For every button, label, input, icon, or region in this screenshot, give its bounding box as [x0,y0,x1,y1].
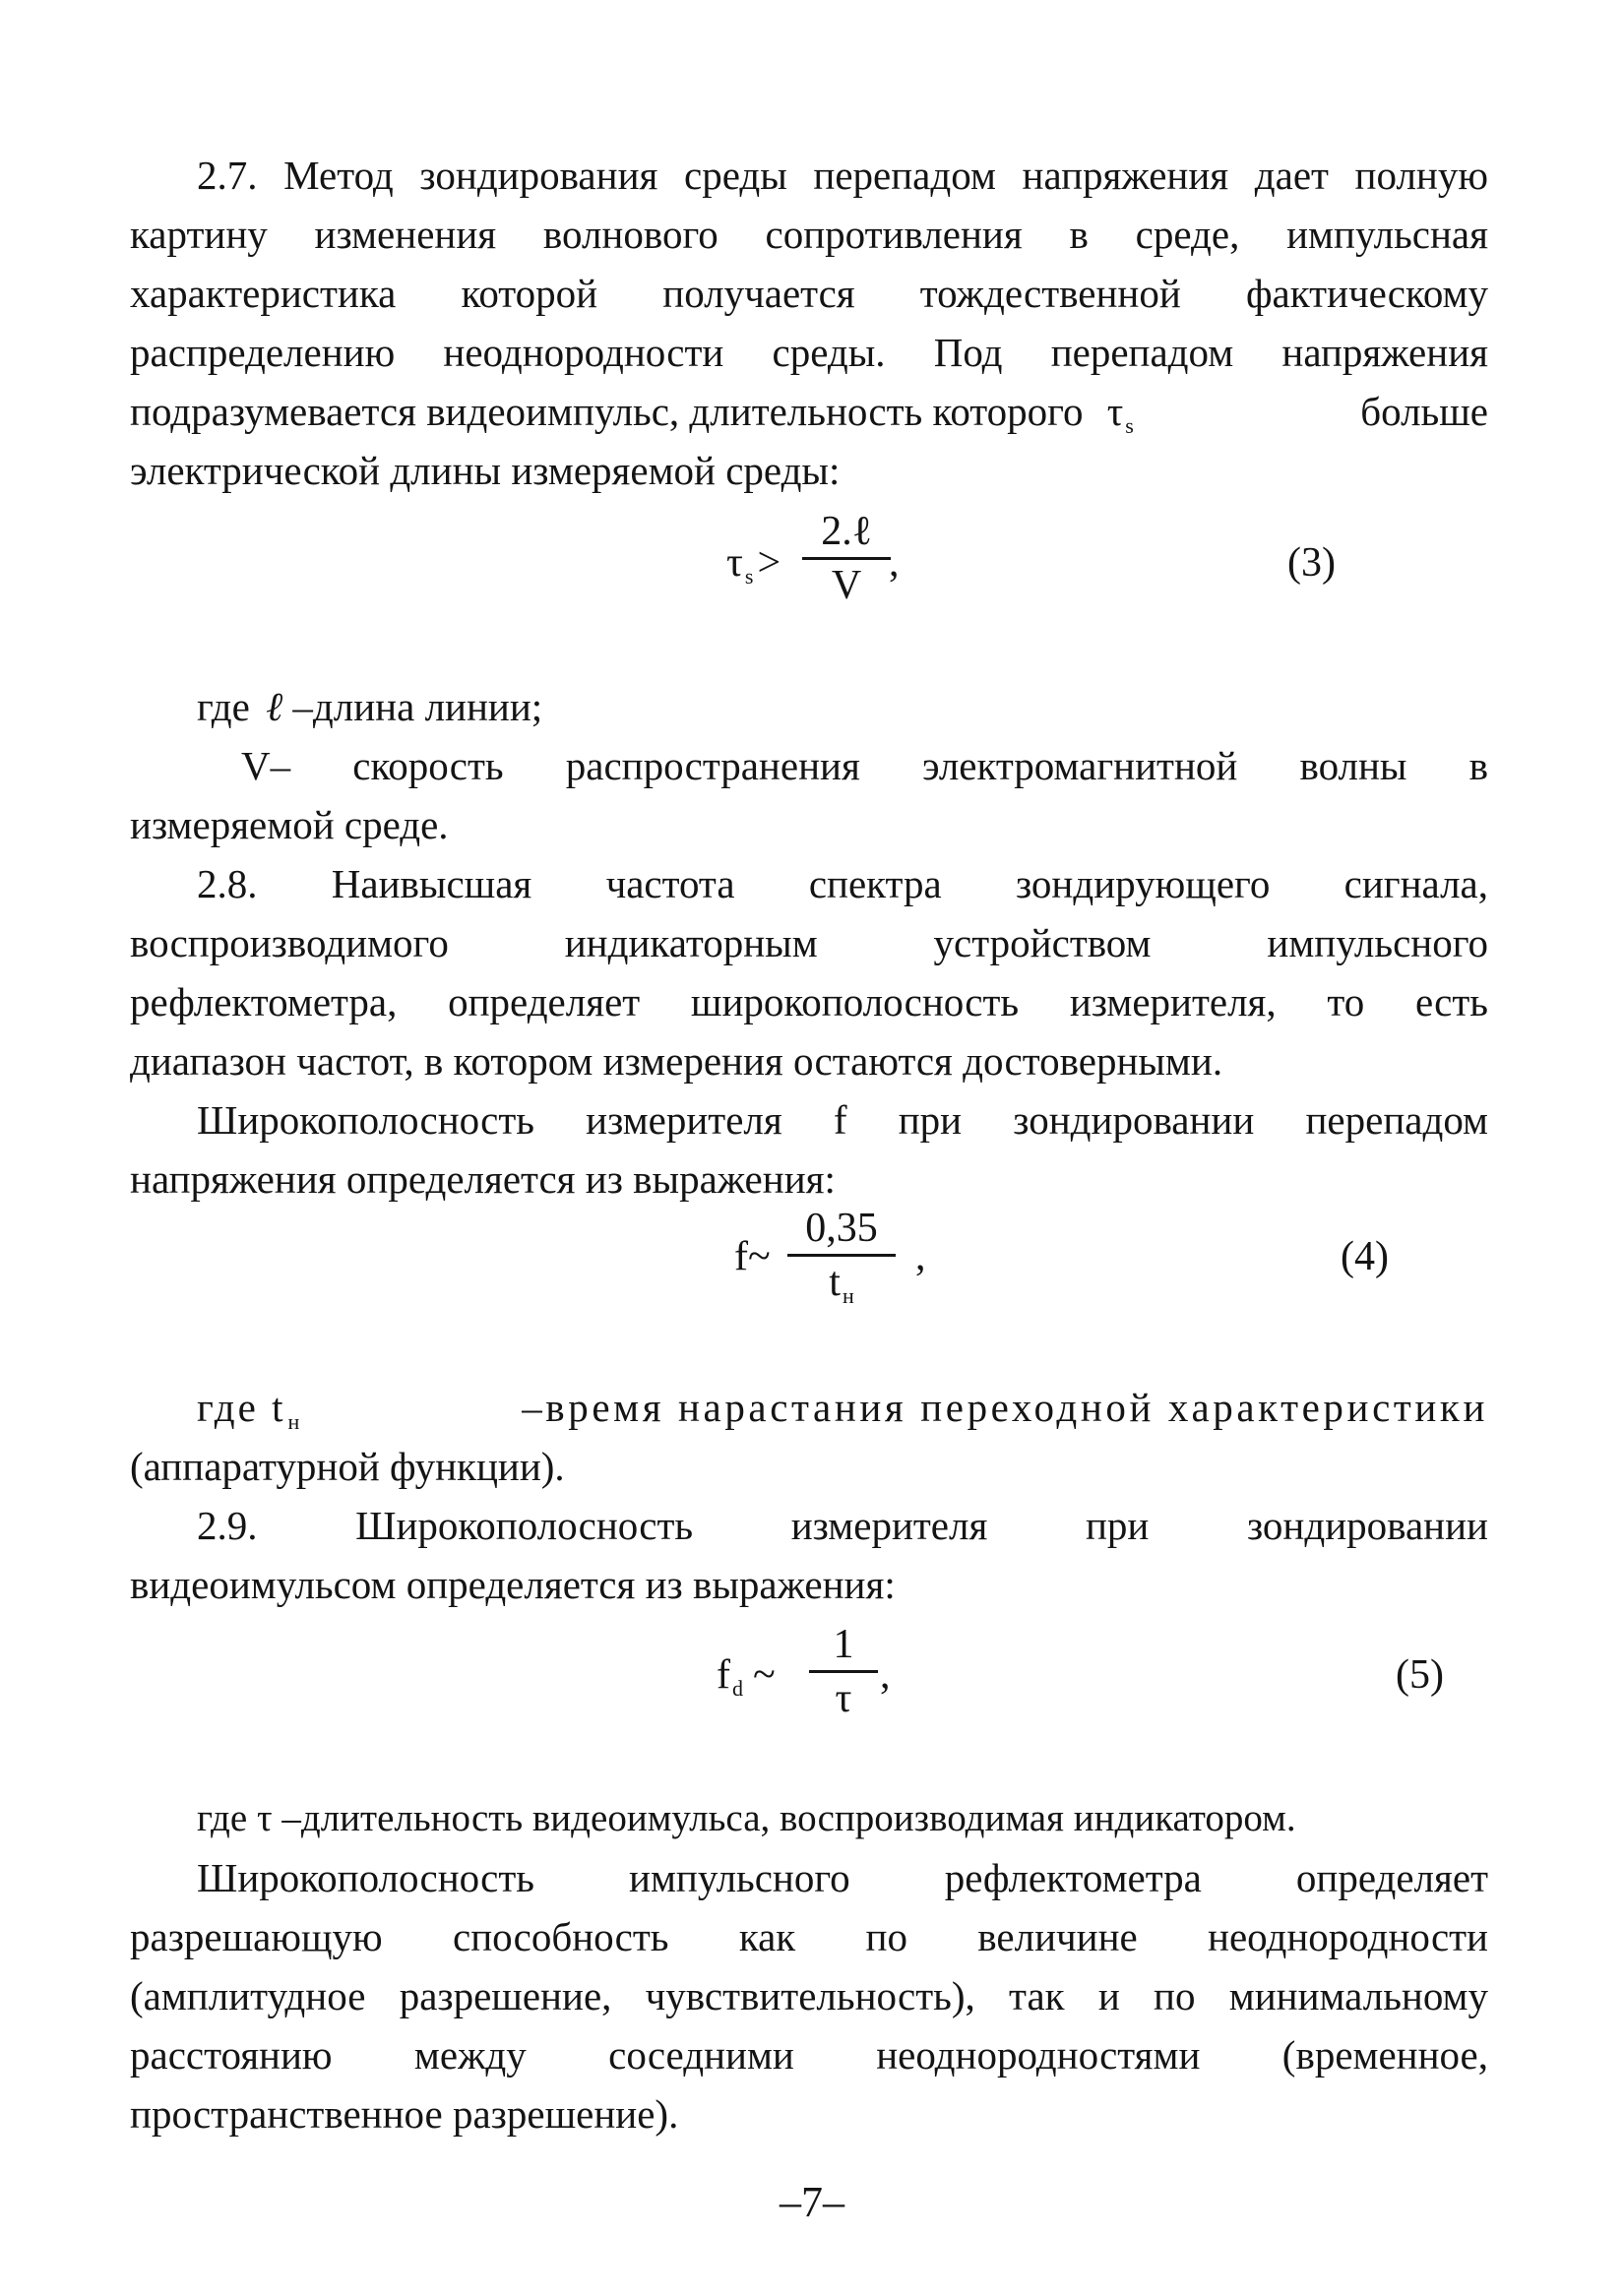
p28-line-2: воспроизводимого индикаторным устройством импульсного [130,920,1488,965]
formula-4-t: t [829,1260,841,1305]
bandwidth-line-1: Широкополосность измерителя f при зондировании перепадом [197,1097,1488,1143]
where-3-gde: где [197,684,250,729]
tau-subscript: s [1125,413,1134,438]
p27-line-3: характеристика которой получается тождественной фактическому [130,271,1488,316]
page-number: –7– [780,2178,844,2226]
where-4-t-sub: н [287,1409,300,1434]
closing-line-5: пространственное разрешение). [130,2091,679,2137]
closing-line-4: расстоянию между соседними неоднородностями (временное, [130,2032,1488,2078]
p27-line-1: 2.7. Метод зондирования среды перепадом напряжения дает полную [197,153,1488,198]
formula-3-comma: , [889,540,900,586]
formula-5-lhs [717,1651,776,1702]
where-4-definition: –время нарастания переходной характеристики [522,1385,1488,1430]
formula-3-fraction [802,506,891,611]
where-3-line-2: V– скорость распространения электромагнитной волны в [241,743,1488,788]
formula-5-number: (5) [1396,1652,1444,1698]
bandwidth-line-2: напряжения определяется из выражения: [130,1156,836,1202]
p27-line-5-end: больше [1360,389,1488,434]
formula-3-tau: τ [726,540,743,586]
formula-4-number: (4) [1341,1234,1389,1279]
p27-line-4: распределению неоднородности среды. Под перепадом напряжения [130,330,1488,375]
formula-5-fraction [809,1619,878,1724]
formula-3-tau-sub: s [744,564,754,589]
where-3-line-3: измеряемой среде. [130,802,449,847]
where-3-definition: –длина линии; [292,684,543,729]
where-3-line-1 [197,677,1488,736]
p28-line-1: 2.8. Наивысшая частота спектра зондирующего сигнала, [197,861,1488,906]
p27-line-5-text: подразумевается видеоимпульс, длительность которого [130,389,1084,434]
where-5-line: где τ –длительность видеоимульса, воспроизводимая индикатором. [197,1797,1296,1839]
closing-line-2: разрешающую способность как по величине неоднородности [130,1914,1488,1959]
formula-4-comma: , [915,1234,926,1279]
p29-line-2: видеоимульсом определяется из выражения: [130,1562,896,1607]
where-4-gde-t: где t [197,1385,286,1430]
formula-4-lhs [734,1233,771,1280]
formula-4-numerator: 0,35 [805,1206,878,1251]
where-3-l-symbol: ℓ [266,684,283,729]
formula-5-numerator: 1 [833,1622,854,1667]
formula-4-fraction [787,1203,896,1322]
p29-line-1: 2.9. Широкополосность измерителя при зондировании [197,1503,1488,1548]
p27-line-6: электрической длины измеряемой среды: [130,448,841,493]
formula-4-tilde: ~ [748,1234,771,1279]
formula-5-tilde: ~ [753,1652,776,1698]
formula-4-t-sub: н [842,1283,854,1308]
tau-s-symbol [1106,389,1134,438]
p28-line-4: диапазон частот, в котором измерения остаются достоверными. [130,1038,1223,1084]
formula-3-number: (3) [1287,540,1336,586]
formula-3-gt: > [757,540,781,586]
formula-3-numerator: 2.ℓ [821,509,872,554]
formula-5-denominator: τ [835,1676,852,1721]
closing-line-1: Широкополосность импульсного рефлектометра определяет [197,1855,1488,1900]
tau-symbol: τ [1106,389,1124,434]
closing-line-3: (амплитудное разрешение, чувствительность), так и по минимальному [130,1973,1488,2018]
where-4-line-2: (аппаратурной функции). [130,1444,565,1489]
formula-5-f-sub: d [732,1676,743,1701]
p27-line-2: картину изменения волнового сопротивления в среде, импульсная [130,212,1488,257]
formula-3-denominator: V [831,563,862,608]
formula-3-lhs [726,539,781,590]
p28-line-3: рефлектометра, определяет широкополосность измерителя, то есть [130,979,1488,1024]
formula-4-denominator [787,1257,896,1322]
formula-5-f: f [717,1652,730,1698]
formula-5-comma: , [880,1652,891,1698]
formula-4-f: f [734,1234,748,1279]
